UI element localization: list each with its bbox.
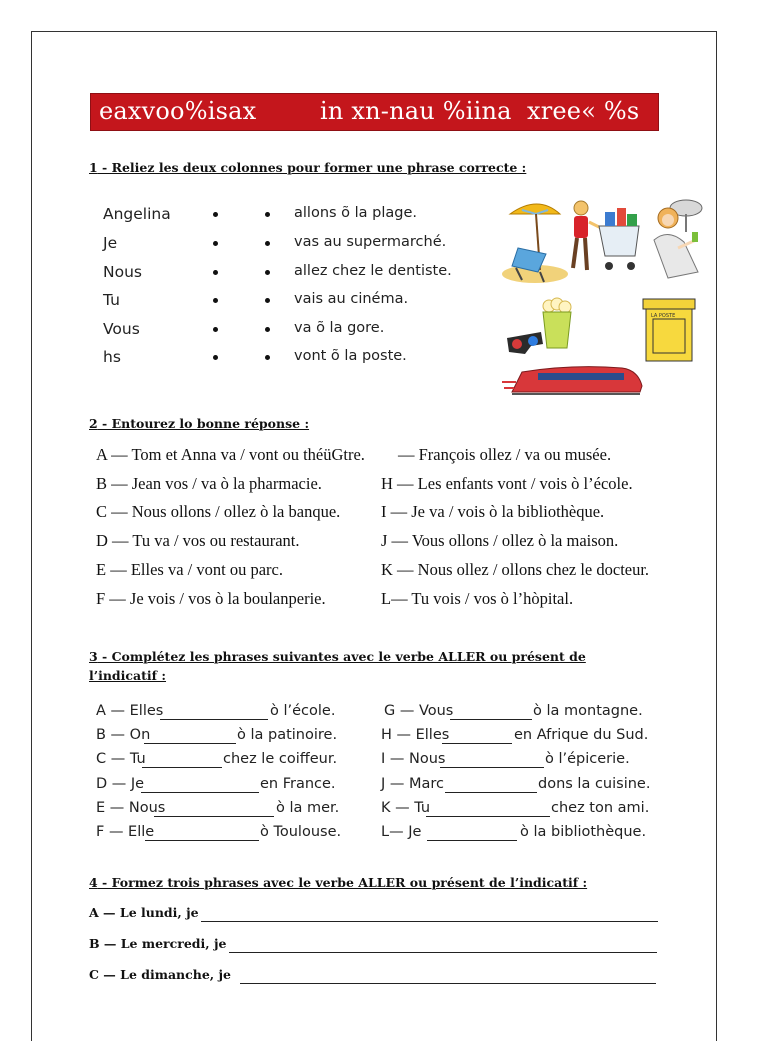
- fill-suffix: ò la montagne.: [533, 703, 643, 719]
- fill-row: [96, 703, 163, 719]
- right-dot[interactable]: [265, 298, 270, 303]
- fill-suffix: ò l’épicerie.: [545, 751, 630, 767]
- answer-blank[interactable]: [144, 743, 236, 744]
- left-dot[interactable]: [213, 355, 218, 360]
- fill-prefix: G — Vous: [384, 703, 454, 719]
- choice-item[interactable]: L— Tu vois / vos ò l’hòpital.: [381, 589, 574, 608]
- fill-suffix: chez ton ami.: [551, 800, 650, 816]
- fill-prefix: C — Tu: [96, 751, 146, 767]
- subject-item: Je: [103, 234, 118, 252]
- fill-prefix: E — Nous: [96, 800, 166, 816]
- section-1-title: - Reliez les deux colonnes pour former une phrase correcte :: [97, 160, 527, 175]
- answer-blank[interactable]: [154, 816, 274, 817]
- section-3-number: 3: [89, 649, 98, 664]
- banner-part-2: in xn-nau %iina: [320, 97, 512, 125]
- ending-item: vais au cinéma.: [294, 291, 409, 307]
- title-banner: [90, 93, 659, 131]
- section-3-heading-line2: [89, 668, 166, 683]
- choice-item[interactable]: — François ollez / va ou musée.: [398, 445, 612, 464]
- sentence-starter: B — Le mercredi, je: [89, 936, 227, 951]
- right-dot[interactable]: [265, 327, 270, 332]
- answer-line[interactable]: [240, 983, 656, 984]
- answer-blank[interactable]: [145, 840, 259, 841]
- left-dot[interactable]: [213, 327, 218, 332]
- fill-suffix: ò la mer.: [276, 800, 340, 816]
- section-4-heading: [89, 875, 587, 890]
- answer-line[interactable]: [229, 952, 657, 953]
- section-2-number: 2: [89, 416, 98, 431]
- fill-suffix: en France.: [260, 776, 336, 792]
- fill-prefix: B — On: [96, 727, 151, 743]
- dentist-image: [648, 192, 706, 288]
- section-4-number: 4: [89, 875, 98, 890]
- svg-text:LA POSTE: LA POSTE: [651, 313, 676, 319]
- choice-item[interactable]: E — Elles va / vont ou parc.: [96, 560, 283, 579]
- subject-item: hs: [103, 348, 121, 366]
- sentence-starter: C — Le dimanche, je: [89, 967, 231, 982]
- fill-prefix: D — Je: [96, 776, 145, 792]
- left-dot[interactable]: [213, 212, 218, 217]
- ending-item: allez chez le dentiste.: [294, 263, 452, 279]
- answer-blank[interactable]: [427, 840, 517, 841]
- sentence-starter: A — Le lundi, je: [89, 905, 199, 920]
- mailbox-image: [641, 297, 697, 363]
- subject-item: Angelina: [103, 205, 171, 223]
- section-3-title: - Complétez les phrases suivantes avec le verbe ALLER ou présent de: [97, 649, 586, 664]
- fill-suffix: ò la bibliothèque.: [520, 824, 647, 840]
- fill-prefix: I — Nous: [381, 751, 446, 767]
- fill-prefix: H — Elles: [381, 727, 450, 743]
- choice-item[interactable]: B — Jean vos / va ò la pharmacie.: [96, 474, 322, 493]
- right-dot[interactable]: [265, 241, 270, 246]
- left-dot[interactable]: [213, 270, 218, 275]
- cinema-popcorn-image: [505, 296, 583, 362]
- ending-item: va õ la gore.: [294, 320, 385, 336]
- subject-item: Nous: [103, 263, 142, 281]
- answer-blank[interactable]: [160, 719, 268, 720]
- right-dot[interactable]: [265, 355, 270, 360]
- ending-item: allons õ la plage.: [294, 205, 418, 221]
- fill-prefix: L— Je: [381, 824, 422, 840]
- answer-line[interactable]: [201, 921, 658, 922]
- fill-suffix: ò l’école.: [270, 703, 336, 719]
- right-dot[interactable]: [265, 212, 270, 217]
- fill-prefix: K — Tu: [381, 800, 431, 816]
- answer-blank[interactable]: [142, 767, 222, 768]
- section-4-title: - Formez trois phrases avec le verbe ALLER ou présent de l’indicatif :: [97, 875, 588, 890]
- answer-blank[interactable]: [426, 816, 550, 817]
- choice-item[interactable]: D — Tu va / vos ou restaurant.: [96, 531, 300, 550]
- choice-item[interactable]: H — Les enfants vont / vois ò l’école.: [381, 474, 633, 493]
- answer-blank[interactable]: [442, 743, 512, 744]
- ending-item: vas au supermarché.: [294, 234, 447, 250]
- fill-suffix: en Afrique du Sud.: [514, 727, 649, 743]
- fill-suffix: ò la patinoire.: [237, 727, 338, 743]
- answer-blank[interactable]: [440, 767, 544, 768]
- choice-item[interactable]: I — Je va / vois ò la bibliothèque.: [381, 502, 605, 521]
- fill-suffix: dons la cuisine.: [538, 776, 651, 792]
- shopping-cart-image: [567, 198, 645, 286]
- choice-item[interactable]: A — Tom et Anna va / vont ou théüGtre.: [96, 445, 365, 464]
- train-image: [502, 364, 644, 398]
- left-dot[interactable]: [213, 298, 218, 303]
- fill-suffix: ò Toulouse.: [260, 824, 342, 840]
- section-1-heading: [89, 160, 526, 175]
- fill-prefix: J — Marc: [381, 776, 445, 792]
- banner-part-3: xree« %s: [527, 97, 640, 125]
- answer-blank[interactable]: [450, 719, 532, 720]
- subject-item: Tu: [103, 291, 120, 309]
- section-2-title: - Entourez lo bonne réponse :: [97, 416, 310, 431]
- left-dot[interactable]: [213, 241, 218, 246]
- fill-suffix: chez le coiffeur.: [223, 751, 338, 767]
- choice-item[interactable]: F — Je vois / vos ò la boulanperie.: [96, 589, 326, 608]
- choice-item[interactable]: K — Nous ollez / ollons chez le docteur.: [381, 560, 650, 579]
- fill-prefix: A — Elles: [96, 703, 164, 719]
- section-1-number: 1: [89, 160, 98, 175]
- answer-blank[interactable]: [445, 792, 537, 793]
- ending-item: vont õ la poste.: [294, 348, 407, 364]
- banner-part-1: eaxvoo%isax: [99, 97, 257, 125]
- answer-blank[interactable]: [141, 792, 259, 793]
- section-3-heading: [89, 649, 586, 664]
- section-3-title-line2: l’indicatif :: [89, 668, 167, 683]
- beach-chair-image: [500, 196, 570, 286]
- choice-item[interactable]: J — Vous ollons / ollez ò la maison.: [381, 531, 619, 550]
- right-dot[interactable]: [265, 270, 270, 275]
- fill-prefix: F — Elle: [96, 824, 155, 840]
- section-2-heading: [89, 416, 309, 431]
- choice-item[interactable]: C — Nous ollons / ollez ò la banque.: [96, 502, 341, 521]
- subject-item: Vous: [103, 320, 140, 338]
